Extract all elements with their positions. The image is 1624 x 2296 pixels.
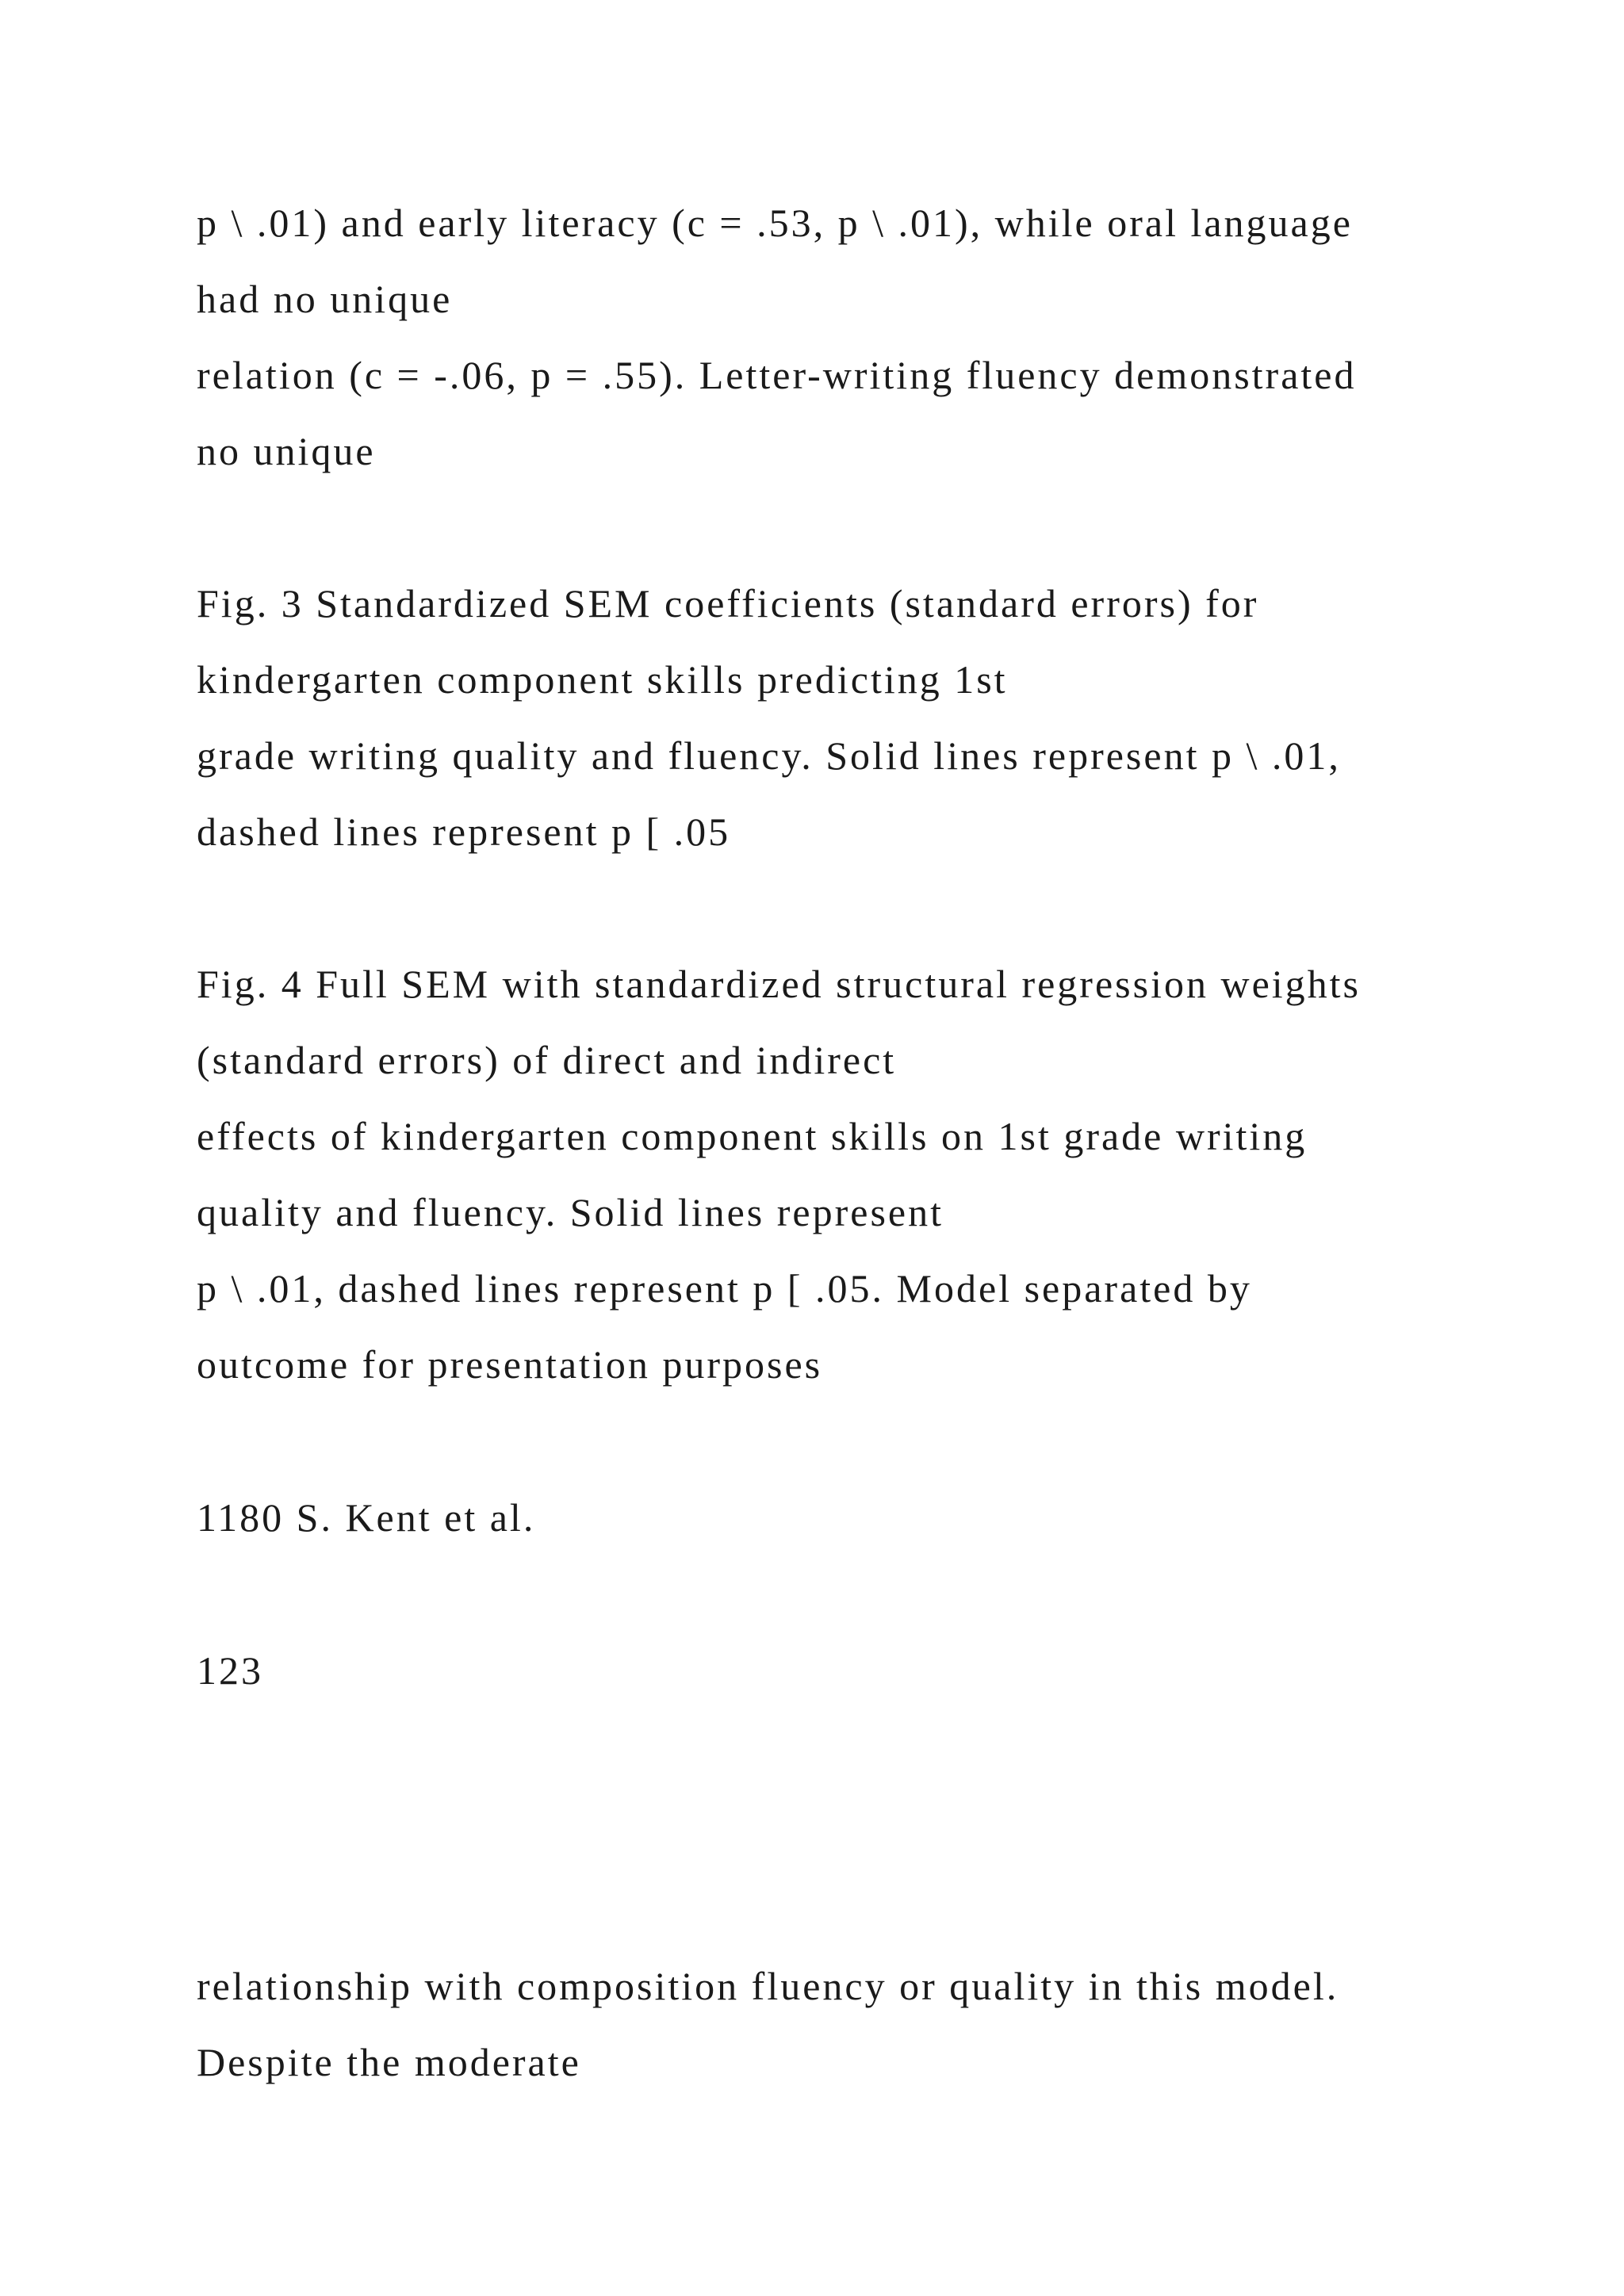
- figure-4-caption-line: p \ .01, dashed lines represent p [ .05. Model separated by: [197, 1266, 1252, 1311]
- figure-3-caption-line: dashed lines represent p [ .05: [197, 809, 731, 854]
- figure-4-caption-line: Fig. 4 Full SEM with standardized structural regression weights: [197, 962, 1362, 1006]
- running-header: 1180 S. Kent et al.: [197, 1495, 536, 1540]
- body-text-line: relation (c = -.06, p = .55). Letter-writing fluency demonstrated: [197, 353, 1357, 397]
- figure-3-caption-line: Fig. 3 Standardized SEM coefficients (standard errors) for: [197, 581, 1259, 626]
- body-text-line: had no unique: [197, 277, 453, 321]
- figure-4-caption-line: effects of kindergarten component skills on 1st grade writing: [197, 1114, 1308, 1158]
- figure-3-caption-line: kindergarten component skills predicting 1st: [197, 657, 1008, 702]
- body-text-line: p \ .01) and early literacy (c = .53, p \ .01), while oral language: [197, 201, 1353, 245]
- body-text-line: relationship with composition fluency or quality in this model.: [197, 1964, 1339, 2008]
- body-text-line: Despite the moderate: [197, 2040, 581, 2084]
- figure-4-caption-line: quality and fluency. Solid lines represent: [197, 1190, 944, 1234]
- figure-4-caption-line: outcome for presentation purposes: [197, 1342, 823, 1387]
- figure-4-caption-line: (standard errors) of direct and indirect: [197, 1038, 897, 1082]
- figure-3-caption-line: grade writing quality and fluency. Solid lines represent p \ .01,: [197, 733, 1341, 778]
- page-number: 123: [197, 1648, 263, 1693]
- body-text-line: no unique: [197, 429, 376, 473]
